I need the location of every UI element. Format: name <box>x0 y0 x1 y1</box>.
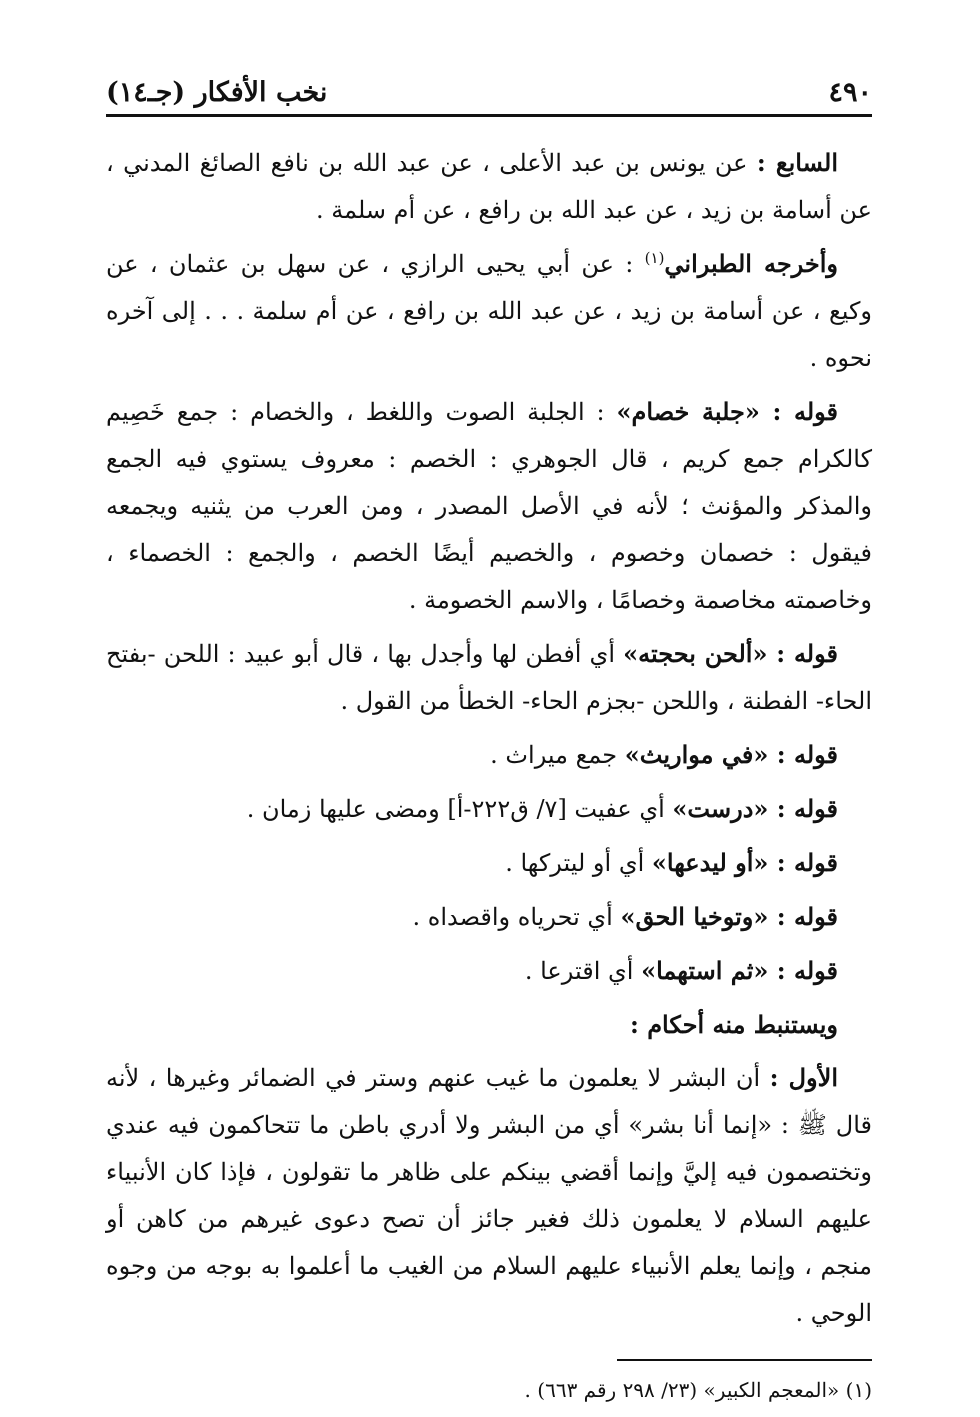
paragraph-lead: السابع : <box>756 148 838 177</box>
quoted-term: «في مواريث» <box>624 740 777 769</box>
paragraph-lead: قوله : <box>776 956 838 985</box>
paragraph-text: أن البشر لا يعلمون ما غيب عنهم وستر في الضمائر وغيرها ، لأنه قال ﷺ : «إنما أنا بشر» أي من البشر ولا أدري باطن ما تتحاكمون فيه عندي وتختصمون فيه إليَّ وإنما أقضي بينكم على ظاهر ما تقولون ، فإذا كان الأنبياء عليهم السلام لا يعلمون ذلك فغير جائز أن تصح دعوى غيرهم من كاهن أو منجم ، وإنما يعلم الأنبياء عليهم السلام من الغيب ما أعلموا به بوجه من وجوه الوحي . <box>106 1064 873 1327</box>
paragraph-lead: قوله : <box>776 794 838 823</box>
paragraph-jalaba <box>106 388 872 624</box>
gloss-line <box>106 785 872 833</box>
paragraph-text: أي أفطن لها وأجدل بها ، قال أبو عبيد : اللحن -بفتح الحاء- الفطنة ، واللحن -بجزم الحاء- الخطأ من القول . <box>106 640 872 715</box>
gloss-line <box>106 947 872 995</box>
paragraph-first-ruling <box>106 1054 872 1337</box>
paragraph-lead: قوله : <box>772 397 838 426</box>
paragraph-text: : عن أبي يحيى الرازي ، عن سهل بن عثمان ، عن وكيع ، عن أسامة بن زيد ، عن عبد الله بن رافع ، عن أم سلمة . . . إلى آخره نحوه . <box>106 250 872 372</box>
footnote-divider <box>617 1359 872 1361</box>
paragraph-lead: الأول : <box>769 1063 838 1092</box>
gloss-text: جمع ميراث . <box>490 741 625 769</box>
page-body <box>106 139 872 1407</box>
gloss-text: أي أو ليتركها . <box>505 849 652 877</box>
paragraph-lead: قوله : <box>776 639 838 668</box>
book-title: نخب الأفكار (جـ١٤) <box>106 77 328 108</box>
short-glosses <box>106 731 872 995</box>
paragraph-tabarani <box>106 240 872 382</box>
quoted-term: «وتوخيا الحق» <box>620 902 777 931</box>
paragraph-seventh <box>106 139 872 234</box>
paragraph-lead: وأخرجه الطبراني <box>664 249 838 278</box>
gloss-line <box>106 893 872 941</box>
gloss-text: أي تحرياه واقصداه . <box>412 903 621 931</box>
quoted-term: «ثم استهما» <box>641 956 777 985</box>
paragraph-alhan <box>106 630 872 725</box>
paragraph-lead: قوله : <box>776 848 838 877</box>
footnote-marker[interactable]: (١) <box>644 249 665 267</box>
quoted-term: «جلبة خصام» <box>616 397 773 426</box>
gloss-text: أي اقترعا . <box>524 957 642 985</box>
quoted-term: «درست» <box>672 794 777 823</box>
section-heading: ويستنبط منه أحكام : <box>629 1010 838 1039</box>
gloss-line <box>106 839 872 887</box>
paragraph-lead: قوله : <box>776 902 838 931</box>
footnote: (١) «المعجم الكبير» (٢٣/ ٢٩٨ رقم ٦٦٣) . <box>524 1378 872 1402</box>
quoted-term: «ألحن بحجته» <box>623 639 777 668</box>
paragraph-text: عن يونس بن عبد الأعلى ، عن عبد الله بن نافع الصائغ المدني ، عن أسامة بن زيد ، عن عبد الله بن رافع ، عن أم سلمة . <box>106 149 872 224</box>
gloss-text: أي عفيت [٧/ ق٢٢٢-أ] ومضى عليها زمان . <box>246 795 673 823</box>
paragraph-text: : الجلبة الصوت واللغط ، والخصام : جمع خَصِيم كالكرام جمع كريم ، قال الجوهري : الخصم : معروف يستوي فيه الجمع والمذكر والمؤنث ؛ لأنه في الأصل المصدر ، ومن العرب من يثنيه ويجمعه فيقول : خصمان وخصوم ، والخصيم أيضًا الخصم ، والجمع : الخصماء ، وخاصمته مخاصمة وخصامًا ، والاسم الخصومة . <box>106 398 872 614</box>
page-number: ٤٩٠ <box>828 77 872 108</box>
paragraph-lead: قوله : <box>776 740 838 769</box>
page-header <box>106 68 872 117</box>
quoted-term: «أو ليدعها» <box>651 848 777 877</box>
gloss-line <box>106 731 872 779</box>
